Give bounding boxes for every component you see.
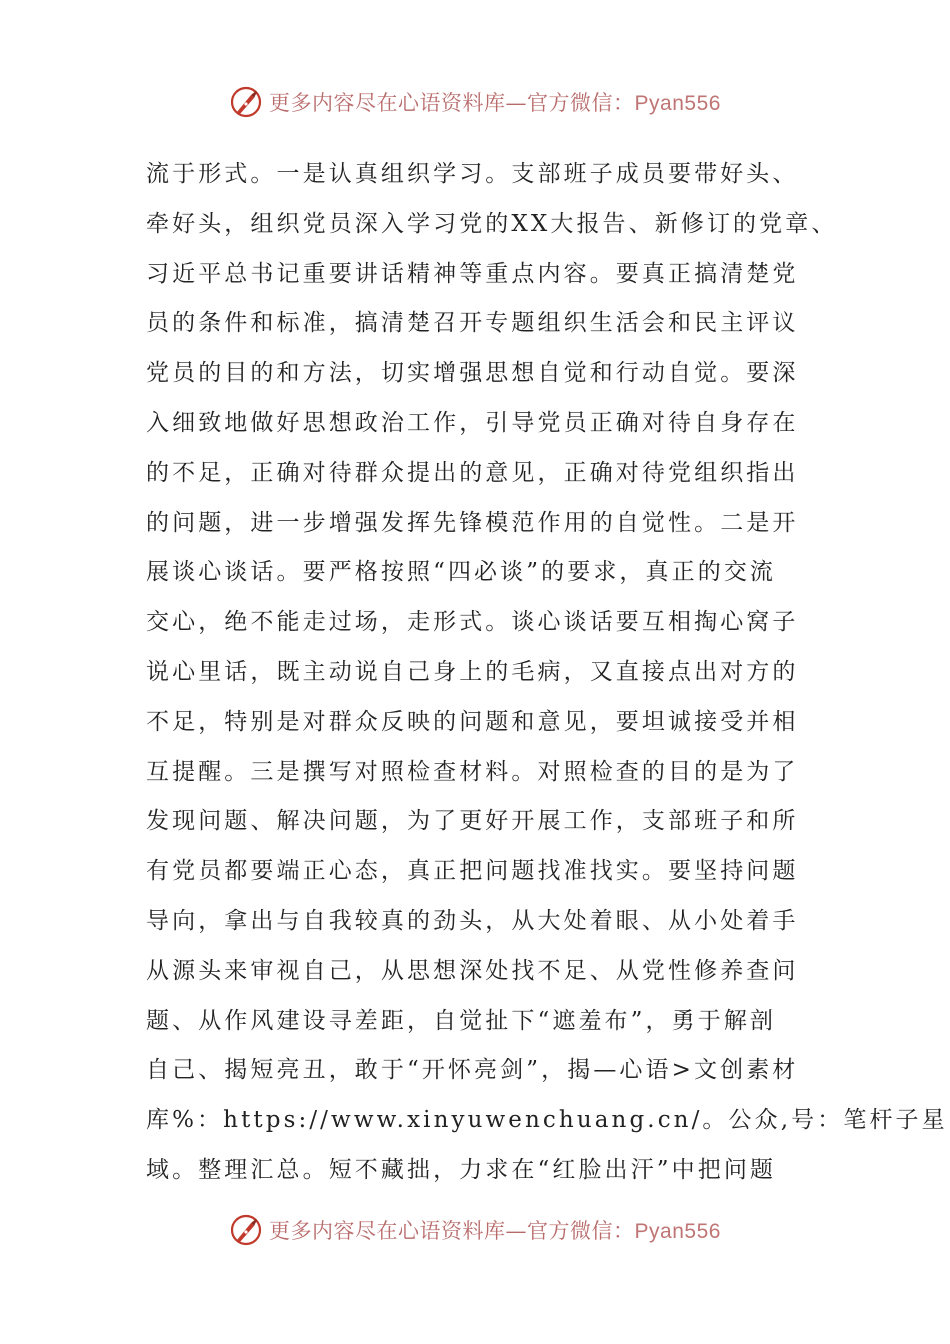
- body-line: 导向，拿出与自我较真的劲头，从大处着眼、从小处着手: [146, 907, 799, 934]
- body-line: 交心，绝不能走过场，走形式。谈心谈话要互相掏心窝子: [146, 609, 799, 636]
- body-line: 员的条件和标准，搞清楚召开专题组织生活会和民主评议: [146, 310, 799, 337]
- body-line: 党员的目的和方法，切实增强思想自觉和行动自觉。要深: [146, 360, 799, 387]
- body-line: 习近平总书记重要讲话精神等重点内容。要真正搞清楚党: [146, 260, 799, 287]
- header-banner-title: 更多内容尽在心语资料库: [269, 91, 506, 115]
- body-line: 库%：https://www.xinyuwenchuang.cn/。公众,号：笔杆子星: [146, 1107, 948, 1134]
- body-line: 题、从作风建设寻差距，自觉扯下“遮羞布”，勇于解剖: [146, 1007, 777, 1034]
- body-line: 说心里话，既主动说自己身上的毛病，又直接点出对方的: [146, 658, 799, 685]
- header-banner-text: [269, 87, 721, 117]
- footer-banner-title: 更多内容尽在心语资料库: [269, 1219, 506, 1243]
- body-line: 有党员都要端正心态，真正把问题找准找实。要坚持问题: [146, 858, 799, 885]
- header-banner-handle: Pyan556: [634, 92, 721, 115]
- pen-nib-icon: [229, 1213, 263, 1247]
- body-line: 发现问题、解决问题，为了更好开展工作，支部班子和所: [146, 808, 799, 835]
- body-line: 域。整理汇总。短不藏拙，力求在“红脸出汗”中把问题: [146, 1156, 777, 1183]
- body-line: 入细致地做好思想政治工作，引导党员正确对待自身存在: [146, 409, 799, 436]
- header-banner-separator: —: [505, 91, 528, 115]
- footer-banner-text: [269, 1215, 721, 1245]
- body-line: 自己、揭短亮丑，敢于“开怀亮剑”，揭—心语>文创素材: [146, 1057, 799, 1084]
- document-body: [146, 150, 948, 1196]
- body-line: 互提醒。三是撰写对照检查材料。对照检查的目的是为了: [146, 758, 799, 785]
- header-banner-contact-label: 官方微信：: [527, 91, 635, 115]
- body-line: 牵好头，组织党员深入学习党的XX大报告、新修订的党章、: [146, 210, 838, 237]
- pen-nib-icon: [229, 85, 263, 119]
- footer-banner-contact-label: 官方微信：: [527, 1219, 635, 1243]
- body-line: 流于形式。一是认真组织学习。支部班子成员要带好头、: [146, 161, 799, 187]
- body-line: 的不足，正确对待群众提出的意见，正确对待党组织指出: [146, 459, 799, 486]
- body-line: 的问题，进一步增强发挥先锋模范作用的自觉性。二是开: [146, 509, 799, 536]
- body-line: 展谈心谈话。要严格按照“四必谈”的要求，真正的交流: [146, 559, 777, 586]
- body-line: 从源头来审视自己，从思想深处找不足、从党性修养查问: [146, 957, 799, 984]
- footer-banner-handle: Pyan556: [634, 1220, 721, 1243]
- footer-banner: [0, 1210, 950, 1250]
- header-banner: [0, 82, 950, 122]
- body-line: 不足，特别是对群众反映的问题和意见，要坦诚接受并相: [146, 708, 799, 735]
- footer-banner-separator: —: [505, 1219, 528, 1243]
